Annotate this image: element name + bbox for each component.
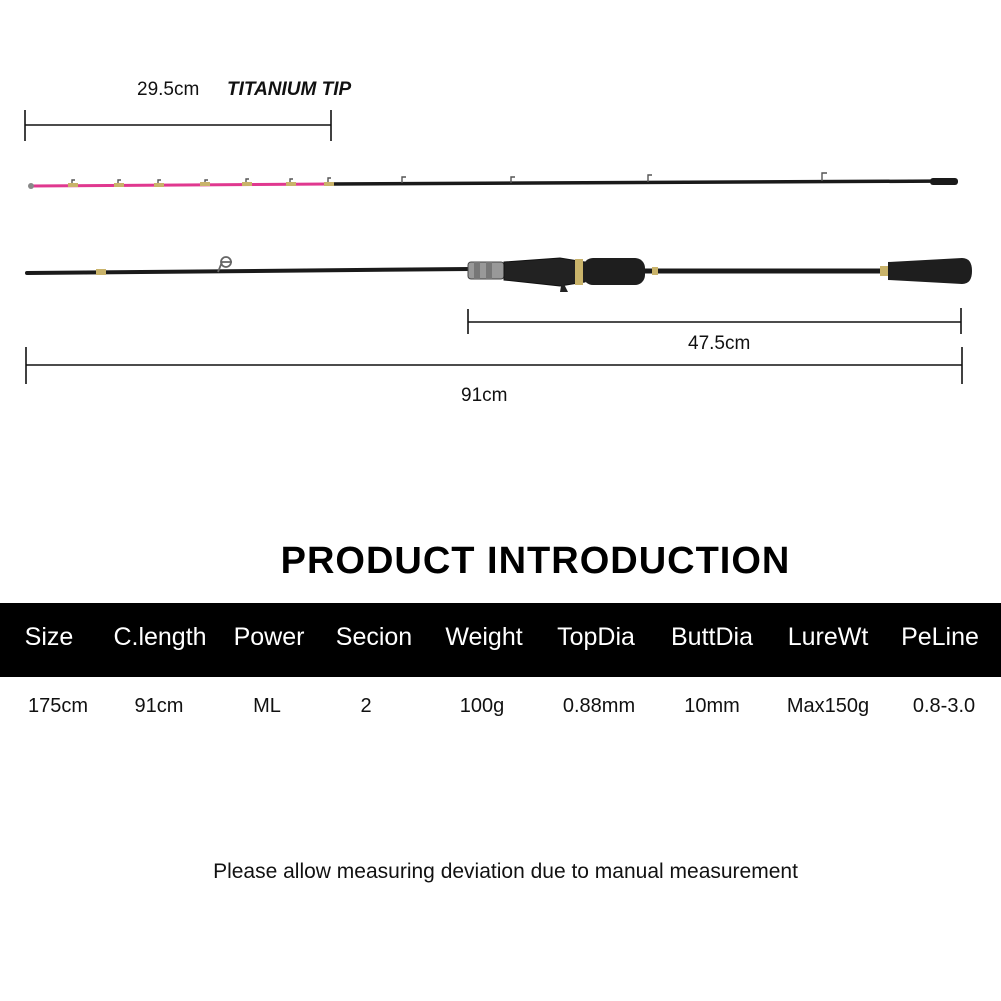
butt-section — [27, 257, 972, 292]
spec-table-header — [0, 603, 1001, 677]
value-butt-dia: 10mm — [684, 695, 740, 717]
handle-dimension-line — [468, 308, 961, 334]
rod-illustration — [0, 0, 1001, 420]
header-c-length: C.length — [113, 623, 207, 651]
butt-blank — [27, 269, 470, 273]
fore-grip — [583, 258, 645, 285]
header-top-dia: TopDia — [557, 623, 635, 651]
header-power: Power — [233, 623, 305, 651]
value-top-dia: 0.88mm — [562, 695, 636, 717]
tip-dimension-line — [25, 110, 331, 141]
rear-grip — [888, 258, 972, 284]
tip-ferrule — [930, 178, 958, 185]
header-section: Secion — [335, 623, 413, 651]
spec-table-row — [0, 695, 1001, 725]
tip-name-label: TITANIUM TIP — [227, 79, 352, 100]
reel-seat-body — [504, 258, 585, 286]
value-power: ML — [253, 695, 281, 717]
reel-seat-trim — [575, 259, 583, 285]
value-c-length: 91cm — [134, 695, 184, 717]
value-pe-line: 0.8-3.0 — [912, 695, 976, 717]
header-size: Size — [24, 623, 74, 651]
header-lure-wt: LureWt — [787, 623, 869, 651]
product-introduction-title: PRODUCT INTRODUCTION — [280, 540, 791, 582]
tip-section — [28, 173, 958, 189]
closed-length-label: 91cm — [461, 385, 508, 406]
measurement-note: Please allow measuring deviation due to manual measurement — [213, 860, 798, 883]
tip-top-guide — [28, 183, 34, 189]
value-section: 2 — [360, 695, 372, 717]
header-butt-dia: ButtDia — [671, 623, 753, 651]
header-weight: Weight — [445, 623, 523, 651]
value-size: 175cm — [27, 695, 89, 717]
shaft-trim — [652, 267, 658, 275]
tip-length-label: 29.5cm — [137, 79, 200, 100]
tip-blank-segment — [330, 181, 955, 184]
closed-length-dimension-line — [26, 347, 962, 384]
ferrule-wrap — [96, 269, 106, 275]
value-weight: 100g — [459, 695, 505, 717]
handle-length-label: 47.5cm — [688, 333, 751, 354]
header-pe-line: PeLine — [901, 623, 979, 651]
value-lure-wt: Max150g — [786, 695, 870, 717]
